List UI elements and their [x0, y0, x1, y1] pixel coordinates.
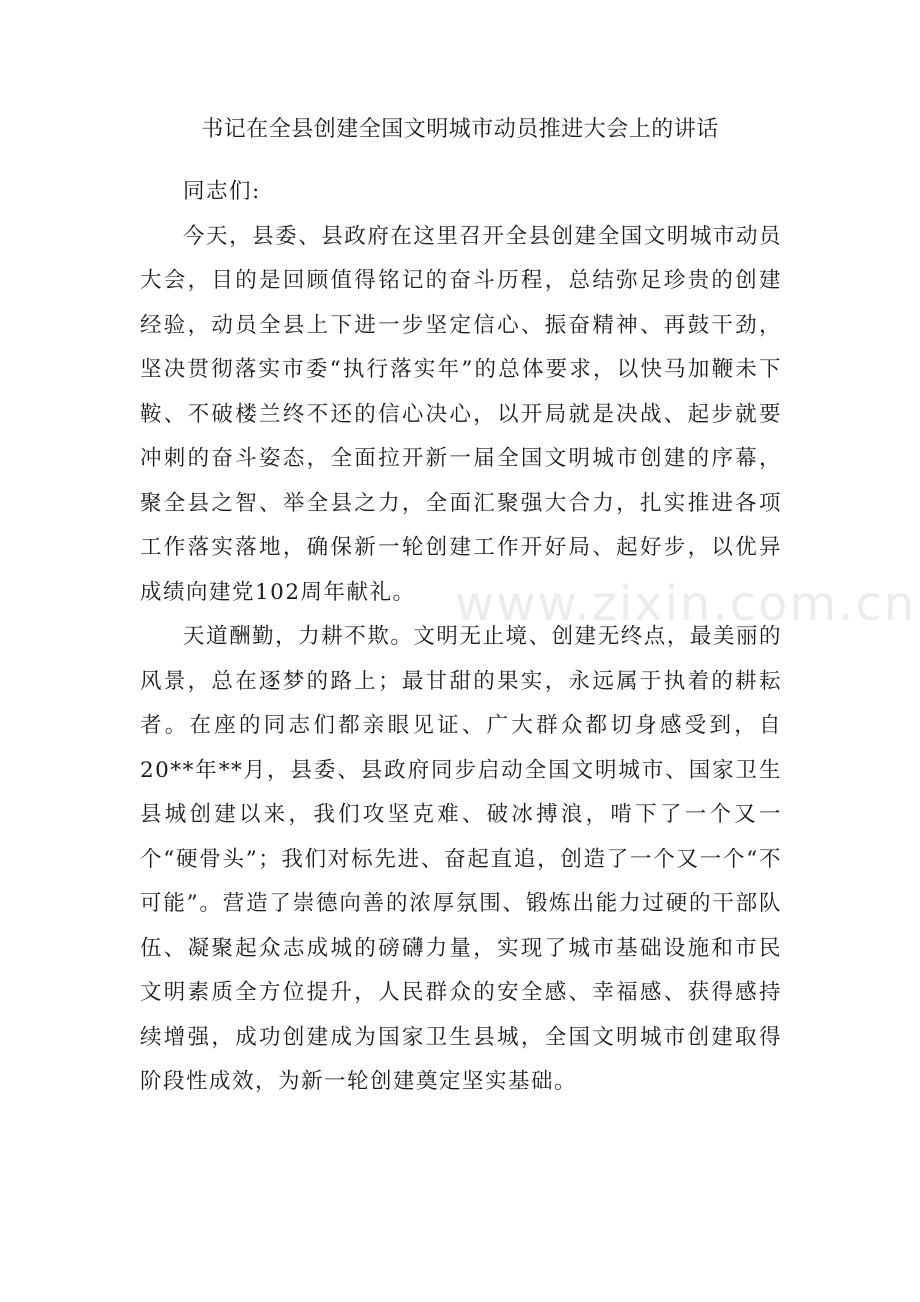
- paragraph: 天道酬勤，力耕不欺。文明无止境、创建无终点，最美丽的风景，总在逐梦的路上；最甘甜的果实，永远属于执着的耕耘者。在座的同志们都亲眼见证、广大群众都切身感受到，自20**年**月，县委、县政府同步启动全国文明城市、国家卫生县城创建以来，我们攻坚克难、破冰搏浪，啃下了一个又一个“硬骨头”；我们对标先进、奋起直追，创造了一个又一个“不可能”。营造了崇德向善的浓厚氛围、锻炼出能力过硬的干部队伍、凝聚起众志成城的磅礴力量，实现了城市基础设施和市民文明素质全方位提升，人民群众的安全感、幸福感、获得感持续增强，成功创建成为国家卫生县城，全国文明城市创建取得阶段性成效，为新一轮创建奠定坚实基础。: [140, 624, 782, 1094]
- watermark: www.zixin.com.cn: [455, 576, 917, 632]
- salutation: 同志们:: [183, 179, 261, 204]
- paragraph: 今天，县委、县政府在这里召开全县创建全国文明城市动员大会，目的是回顾值得铭记的奋斗历程，总结弥足珍贵的创建经验，动员全县上下进一步坚定信心、振奋精神、再鼓干劲，坚决贯彻落实市委“执行落实年”的总体要求，以快马加鞭未下鞍、不破楼兰终不还的信心决心，以开局就是决战、起步就要冲刺的奋斗姿态，全面拉开新一届全国文明城市创建的序幕，聚全县之智、举全县之力，全面汇聚强大合力，扎实推进各项工作落实落地，确保新一轮创建工作开好局、起好步，以优异成绩向建党102周年献礼。: [140, 223, 782, 605]
- document-body: [140, 170, 782, 1105]
- document-title: 书记在全县创建全国文明城市动员推进大会上的讲话: [201, 117, 719, 142]
